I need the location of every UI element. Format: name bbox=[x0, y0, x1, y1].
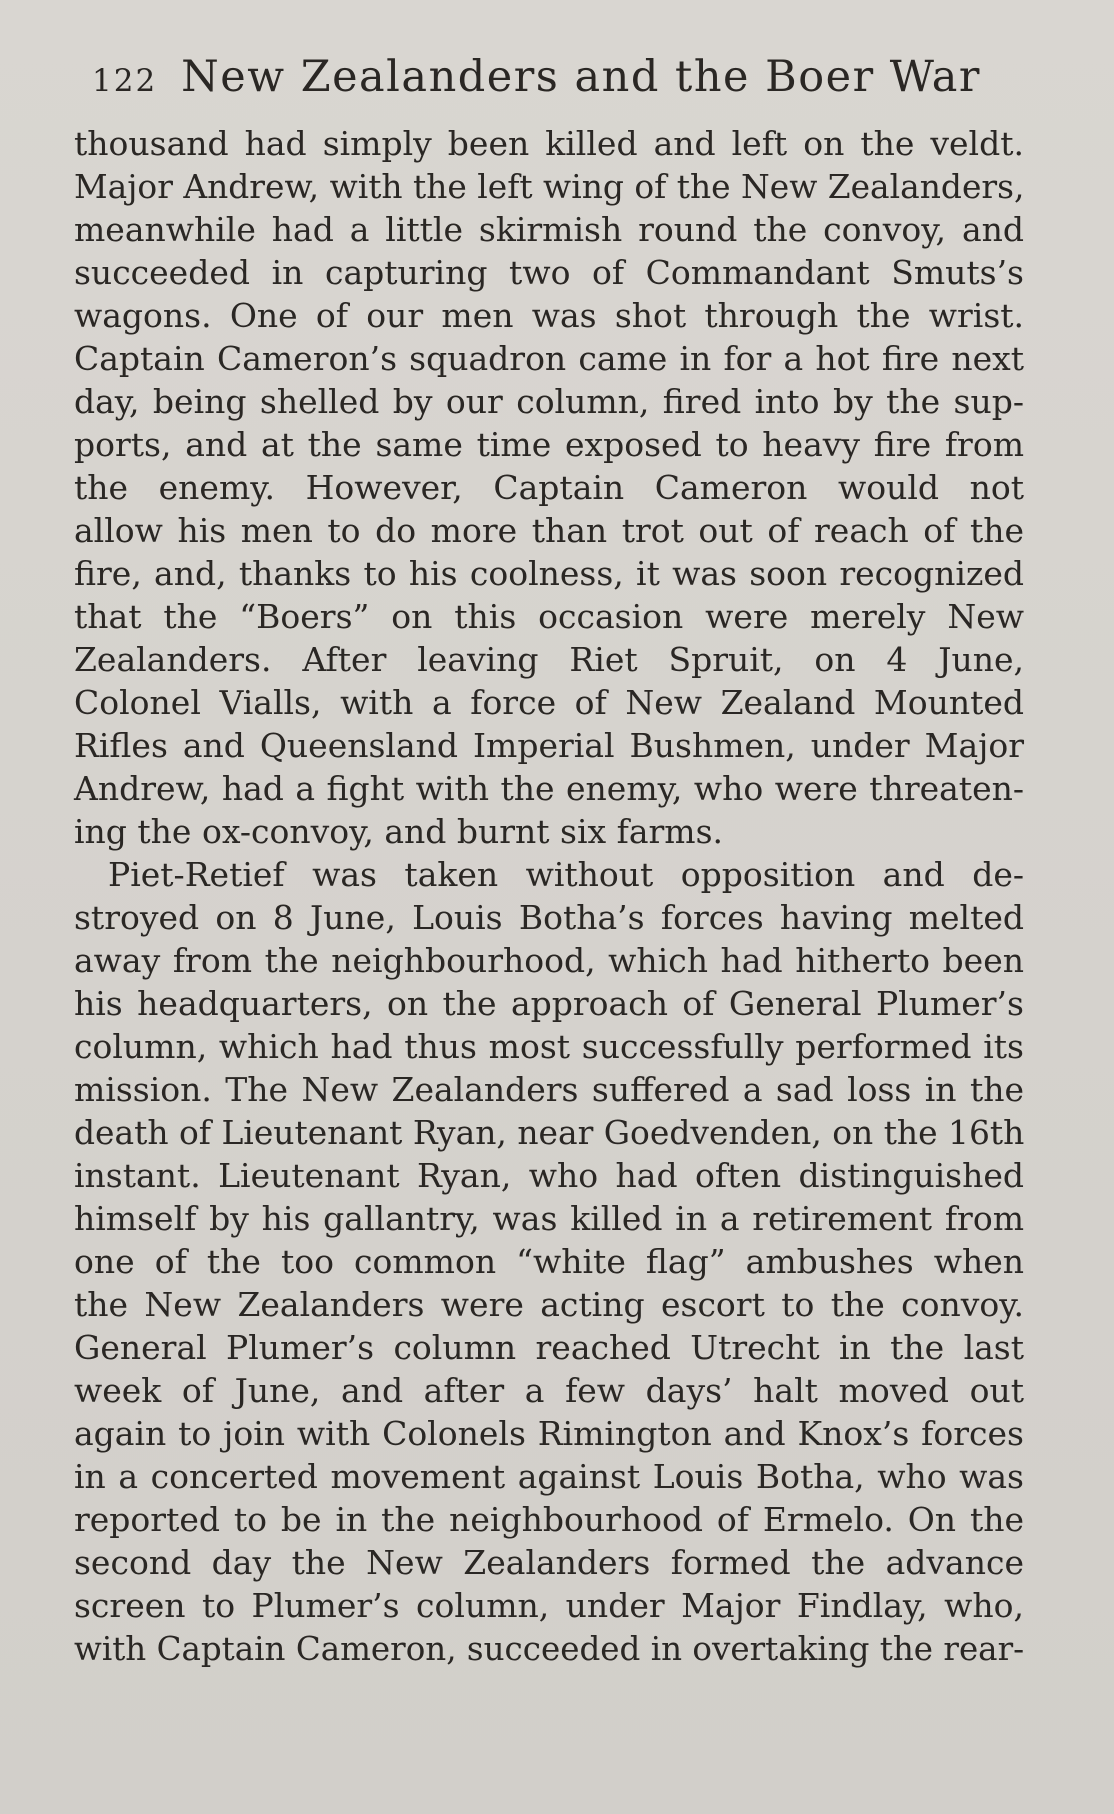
text-line: week of June, and after a few days’ halt moved out bbox=[74, 1371, 1024, 1410]
text-line: Colonel Vialls, with a force of New Zealand Mounted bbox=[74, 683, 1024, 722]
page-number: 122 bbox=[92, 63, 158, 99]
text-line: ing the ox-convoy, and burnt six farms. bbox=[74, 812, 724, 851]
text-line: Andrew, had a fight with the enemy, who were threaten- bbox=[74, 769, 1024, 808]
text-line: with Captain Cameron, succeeded in overtaking the rear- bbox=[74, 1629, 1025, 1668]
text-line: Zealanders. After leaving Riet Spruit, on 4 June, bbox=[74, 640, 1024, 679]
body-text bbox=[74, 122, 1024, 1670]
text-line: Piet-Retief was taken without opposition and de- bbox=[108, 855, 1024, 894]
text-line: instant. Lieutenant Ryan, who had often distinguished bbox=[74, 1156, 1024, 1195]
text-line: one of the too common “white flag” ambushes when bbox=[74, 1242, 1024, 1281]
text-line: allow his men to do more than trot out of reach of the bbox=[74, 511, 1024, 550]
text-line: Rifles and Queensland Imperial Bushmen, under Major bbox=[74, 726, 1024, 765]
text-line: succeeded in capturing two of Commandant Smuts’s bbox=[74, 253, 1024, 292]
text-line: reported to be in the neighbourhood of Ermelo. On the bbox=[74, 1500, 1024, 1539]
text-line: thousand had simply been killed and left on the veldt. bbox=[74, 124, 1024, 163]
text-line: stroyed on 8 June, Louis Botha’s forces having melted bbox=[74, 898, 1024, 937]
text-line: day, being shelled by our column, fired into by the sup- bbox=[74, 382, 1024, 421]
text-line: death of Lieutenant Ryan, near Goedvenden, on the 16th bbox=[74, 1113, 1025, 1152]
text-line: screen to Plumer’s column, under Major Findlay, who, bbox=[74, 1586, 1024, 1625]
text-line: that the “Boers” on this occasion were merely New bbox=[74, 597, 1024, 636]
text-line: himself by his gallantry, was killed in a retirement from bbox=[74, 1199, 1024, 1238]
text-line: Major Andrew, with the left wing of the New Zealanders, bbox=[74, 167, 1025, 206]
text-line: wagons. One of our men was shot through the wrist. bbox=[74, 296, 1024, 335]
text-line: away from the neighbourhood, which had hitherto been bbox=[74, 941, 1024, 980]
text-line: General Plumer’s column reached Utrecht in the last bbox=[74, 1328, 1024, 1367]
text-line: fire, and, thanks to his coolness, it was soon recognized bbox=[74, 554, 1024, 593]
running-head bbox=[92, 52, 981, 112]
text-line: column, which had thus most successfully performed its bbox=[74, 1027, 1024, 1066]
running-title: New Zealanders and the Boer War bbox=[181, 52, 981, 102]
text-line: second day the New Zealanders formed the advance bbox=[74, 1543, 1024, 1582]
text-line: ports, and at the same time exposed to heavy fire from bbox=[74, 425, 1024, 464]
text-line: the enemy. However, Captain Cameron would not bbox=[74, 468, 1024, 507]
text-line: the New Zealanders were acting escort to the convoy. bbox=[74, 1285, 1024, 1324]
text-line: again to join with Colonels Rimington and Knox’s forces bbox=[74, 1414, 1024, 1453]
text-line: meanwhile had a little skirmish round the convoy, and bbox=[74, 210, 1024, 249]
text-line: in a concerted movement against Louis Botha, who was bbox=[74, 1457, 1024, 1496]
text-line: mission. The New Zealanders suffered a sad loss in the bbox=[74, 1070, 1024, 1109]
text-line: his headquarters, on the approach of General Plumer’s bbox=[74, 984, 1024, 1023]
text-line: Captain Cameron’s squadron came in for a hot fire next bbox=[74, 339, 1024, 378]
